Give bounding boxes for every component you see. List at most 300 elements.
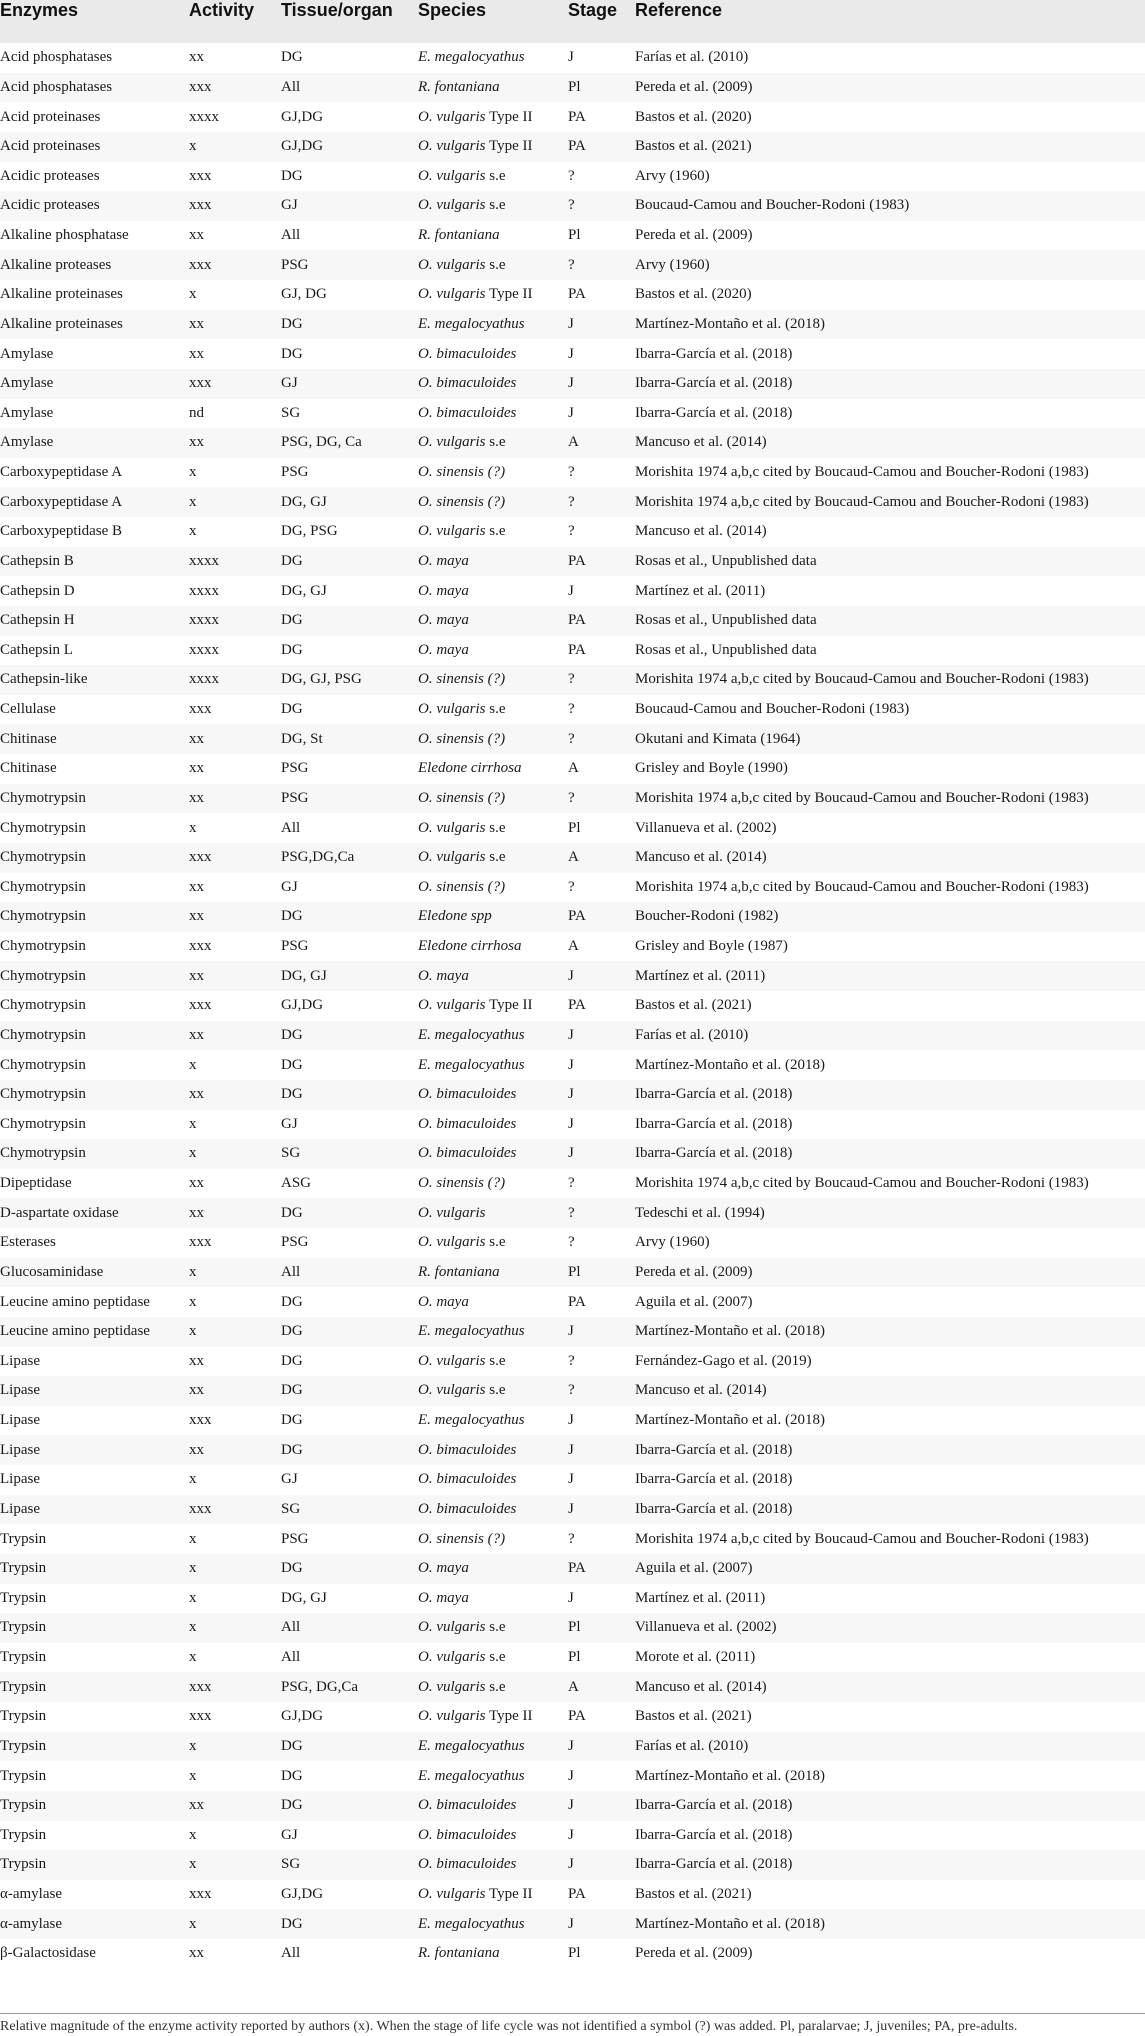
activity-cell: xxx xyxy=(189,197,212,214)
species-name: R. fontaniana xyxy=(418,1945,500,1962)
stage-cell: PA xyxy=(568,1708,586,1725)
species-name: O. sinensis (?) xyxy=(418,464,506,481)
species-name: O. bimaculoides xyxy=(418,1086,517,1103)
tissue-cell: PSG xyxy=(281,256,309,273)
reference-cell: Okutani and Kimata (1964) xyxy=(635,730,801,747)
reference-cell: Aguila et al. (2007) xyxy=(635,1293,753,1310)
species-cell xyxy=(418,1050,568,1080)
table-header xyxy=(0,0,1145,43)
activity-cell: x xyxy=(189,464,197,481)
species-name: R. fontaniana xyxy=(418,78,500,95)
species-cell xyxy=(418,369,568,399)
stage-cell: ? xyxy=(568,493,575,510)
table-row xyxy=(0,636,1145,666)
table-row xyxy=(0,1524,1145,1554)
activity-cell: xxx xyxy=(189,1412,212,1429)
species-name: O. vulgaris xyxy=(418,1234,486,1251)
species-qualifier: Type II xyxy=(485,997,533,1014)
species-cell xyxy=(418,191,568,221)
activity-cell: x xyxy=(189,1056,197,1073)
table-row xyxy=(0,191,1145,221)
activity-cell: xx xyxy=(189,315,204,332)
table-row xyxy=(0,932,1145,962)
tissue-cell: PSG xyxy=(281,1530,309,1547)
table-row xyxy=(0,1495,1145,1525)
activity-cell: xxxx xyxy=(189,552,219,569)
enzyme-cell: Trypsin xyxy=(0,1530,47,1547)
header-tissue-organ: Tissue/organ xyxy=(281,0,393,20)
species-qualifier: s.e xyxy=(485,849,506,866)
tissue-cell: DG xyxy=(281,1560,303,1577)
enzyme-cell: Lipase xyxy=(0,1382,40,1399)
enzyme-cell: Acid phosphatases xyxy=(0,78,113,95)
species-name: O. vulgaris xyxy=(418,997,486,1014)
activity-cell: xx xyxy=(189,1026,204,1043)
species-cell xyxy=(418,102,568,132)
enzyme-cell: Chymotrypsin xyxy=(0,1056,86,1073)
activity-cell: x xyxy=(189,523,197,540)
stage-cell: PA xyxy=(568,1886,586,1903)
reference-cell: Pereda et al. (2009) xyxy=(635,78,753,95)
species-name: O. vulgaris xyxy=(418,701,486,718)
table-row xyxy=(0,73,1145,103)
species-qualifier: s.e xyxy=(485,523,506,540)
species-cell xyxy=(418,665,568,695)
tissue-cell: DG xyxy=(281,1915,303,1932)
table-row xyxy=(0,606,1145,636)
stage-cell: Pl xyxy=(568,78,581,95)
species-cell xyxy=(418,784,568,814)
stage-cell: J xyxy=(568,1115,574,1132)
header-row xyxy=(0,0,1145,43)
stage-cell: J xyxy=(568,1767,574,1784)
species-cell xyxy=(418,250,568,280)
activity-cell: x xyxy=(189,1649,197,1666)
tissue-cell: All xyxy=(281,819,301,836)
activity-cell: xxx xyxy=(189,701,212,718)
species-name: E. megalocyathus xyxy=(418,1737,525,1754)
table-row xyxy=(0,1139,1145,1169)
species-cell xyxy=(418,1287,568,1317)
enzyme-cell: Esterases xyxy=(0,1234,56,1251)
enzyme-cell: Chymotrypsin xyxy=(0,908,86,925)
enzyme-cell: Trypsin xyxy=(0,1708,47,1725)
species-cell xyxy=(418,1228,568,1258)
species-qualifier: Type II xyxy=(485,138,533,155)
table-row xyxy=(0,1850,1145,1880)
reference-cell: Ibarra-García et al. (2018) xyxy=(635,1856,793,1873)
table-row xyxy=(0,428,1145,458)
activity-cell: xx xyxy=(189,1204,204,1221)
species-name: O. bimaculoides xyxy=(418,1471,517,1488)
species-name: O. sinensis (?) xyxy=(418,1175,506,1192)
enzyme-cell: Cathepsin B xyxy=(0,552,74,569)
activity-cell: x xyxy=(189,1263,197,1280)
activity-cell: xx xyxy=(189,227,204,244)
species-cell xyxy=(418,1198,568,1228)
reference-cell: Arvy (1960) xyxy=(635,1234,710,1251)
tissue-cell: DG xyxy=(281,1382,303,1399)
reference-cell: Ibarra-García et al. (2018) xyxy=(635,1145,793,1162)
tissue-cell: GJ,DG xyxy=(281,138,324,155)
table-row xyxy=(0,1406,1145,1436)
reference-cell: Morishita 1974 a,b,c cited by Boucaud-Camou and Boucher-Rodoni (1983) xyxy=(635,1175,1089,1192)
species-cell xyxy=(418,1435,568,1465)
tissue-cell: PSG xyxy=(281,789,309,806)
species-cell xyxy=(418,1613,568,1643)
species-name: E. megalocyathus xyxy=(418,49,525,66)
reference-cell: Bastos et al. (2021) xyxy=(635,1886,752,1903)
species-cell xyxy=(418,902,568,932)
reference-cell: Rosas et al., Unpublished data xyxy=(635,552,817,569)
species-cell xyxy=(418,1139,568,1169)
enzyme-cell: Alkaline phosphatase xyxy=(0,227,129,244)
tissue-cell: DG xyxy=(281,701,303,718)
tissue-cell: ASG xyxy=(281,1175,312,1192)
activity-cell: xx xyxy=(189,878,204,895)
stage-cell: PA xyxy=(568,612,586,629)
stage-cell: PA xyxy=(568,1293,586,1310)
tissue-cell: PSG xyxy=(281,1234,309,1251)
activity-cell: xx xyxy=(189,908,204,925)
tissue-cell: All xyxy=(281,1263,301,1280)
activity-cell: xxx xyxy=(189,849,212,866)
reference-cell: Villanueva et al. (2002) xyxy=(635,1619,777,1636)
tissue-cell: PSG, DG,Ca xyxy=(281,1678,359,1695)
species-qualifier: Type II xyxy=(485,286,533,303)
species-qualifier: s.e xyxy=(485,167,506,184)
species-cell xyxy=(418,399,568,429)
table-row xyxy=(0,991,1145,1021)
stage-cell: A xyxy=(568,1678,579,1695)
reference-cell: Martínez-Montaño et al. (2018) xyxy=(635,1915,825,1932)
stage-cell: ? xyxy=(568,730,575,747)
activity-cell: x xyxy=(189,138,197,155)
header-activity: Activity xyxy=(189,0,255,20)
header-species: Species xyxy=(418,0,487,20)
reference-cell: Mancuso et al. (2014) xyxy=(635,849,767,866)
species-name: O. maya xyxy=(418,641,469,658)
stage-cell: Pl xyxy=(568,819,581,836)
species-cell xyxy=(418,961,568,991)
tissue-cell: DG, GJ xyxy=(281,967,327,984)
reference-cell: Villanueva et al. (2002) xyxy=(635,819,777,836)
reference-cell: Rosas et al., Unpublished data xyxy=(635,612,817,629)
species-cell xyxy=(418,1317,568,1347)
activity-cell: xxx xyxy=(189,256,212,273)
species-name: O. sinensis (?) xyxy=(418,878,506,895)
stage-cell: Pl xyxy=(568,1945,581,1962)
tissue-cell: DG xyxy=(281,1056,303,1073)
species-name: O. maya xyxy=(418,1560,469,1577)
species-name: O. bimaculoides xyxy=(418,1145,517,1162)
table-row xyxy=(0,1317,1145,1347)
stage-cell: J xyxy=(568,404,574,421)
tissue-cell: PSG xyxy=(281,938,309,955)
tissue-cell: All xyxy=(281,1649,301,1666)
stage-cell: ? xyxy=(568,1234,575,1251)
reference-cell: Ibarra-García et al. (2018) xyxy=(635,1471,793,1488)
reference-cell: Ibarra-García et al. (2018) xyxy=(635,404,793,421)
species-name: O. maya xyxy=(418,1293,469,1310)
species-qualifier: s.e xyxy=(485,701,506,718)
activity-cell: x xyxy=(189,286,197,303)
species-name: O. bimaculoides xyxy=(418,1115,517,1132)
reference-cell: Farías et al. (2010) xyxy=(635,1737,749,1754)
species-cell xyxy=(418,1258,568,1288)
species-name: O. maya xyxy=(418,552,469,569)
species-cell xyxy=(418,1821,568,1851)
tissue-cell: GJ xyxy=(281,878,298,895)
tissue-cell: SG xyxy=(281,1500,301,1517)
activity-cell: xx xyxy=(189,967,204,984)
species-name: O. vulgaris xyxy=(418,286,486,303)
table-row xyxy=(0,280,1145,310)
enzyme-cell: Alkaline proteinases xyxy=(0,315,123,332)
stage-cell: J xyxy=(568,1412,574,1429)
activity-cell: x xyxy=(189,1323,197,1340)
species-name: O. vulgaris xyxy=(418,197,486,214)
tissue-cell: GJ xyxy=(281,375,298,392)
reference-cell: Mancuso et al. (2014) xyxy=(635,523,767,540)
enzyme-cell: Amylase xyxy=(0,345,54,362)
table-row xyxy=(0,843,1145,873)
activity-cell: x xyxy=(189,1145,197,1162)
species-cell xyxy=(418,1495,568,1525)
activity-cell: xx xyxy=(189,434,204,451)
species-qualifier: s.e xyxy=(485,1234,506,1251)
enzyme-cell: Carboxypeptidase B xyxy=(0,523,123,540)
stage-cell: J xyxy=(568,1086,574,1103)
activity-cell: xxx xyxy=(189,375,212,392)
activity-cell: xxxx xyxy=(189,671,219,688)
reference-cell: Ibarra-García et al. (2018) xyxy=(635,1086,793,1103)
stage-cell: J xyxy=(568,1441,574,1458)
species-qualifier: Type II xyxy=(485,1886,533,1903)
enzyme-cell: Carboxypeptidase A xyxy=(0,493,123,510)
tissue-cell: GJ,DG xyxy=(281,1708,324,1725)
stage-cell: J xyxy=(568,1856,574,1873)
activity-cell: x xyxy=(189,1856,197,1873)
reference-cell: Ibarra-García et al. (2018) xyxy=(635,375,793,392)
stage-cell: Pl xyxy=(568,1649,581,1666)
enzyme-cell: Amylase xyxy=(0,375,54,392)
species-name: O. sinensis (?) xyxy=(418,671,506,688)
activity-cell: xxx xyxy=(189,1500,212,1517)
activity-cell: xx xyxy=(189,1086,204,1103)
table-row xyxy=(0,487,1145,517)
stage-cell: Pl xyxy=(568,1263,581,1280)
species-cell xyxy=(418,1909,568,1939)
activity-cell: xx xyxy=(189,730,204,747)
species-cell xyxy=(418,458,568,488)
stage-cell: Pl xyxy=(568,1619,581,1636)
species-cell xyxy=(418,1110,568,1140)
species-cell xyxy=(418,813,568,843)
stage-cell: J xyxy=(568,1797,574,1814)
reference-cell: Martínez et al. (2011) xyxy=(635,1589,766,1606)
activity-cell: xx xyxy=(189,1945,204,1962)
tissue-cell: SG xyxy=(281,1145,301,1162)
stage-cell: PA xyxy=(568,641,586,658)
reference-cell: Arvy (1960) xyxy=(635,167,710,184)
stage-cell: ? xyxy=(568,1382,575,1399)
stage-cell: ? xyxy=(568,1175,575,1192)
footnote-divider xyxy=(0,2013,1145,2014)
species-name: E. megalocyathus xyxy=(418,1412,525,1429)
activity-cell: xx xyxy=(189,760,204,777)
species-qualifier: Type II xyxy=(485,108,533,125)
table-row xyxy=(0,43,1145,73)
enzyme-cell: Trypsin xyxy=(0,1737,47,1754)
species-cell xyxy=(418,1465,568,1495)
species-name: O. vulgaris xyxy=(418,1886,486,1903)
tissue-cell: PSG,DG,Ca xyxy=(281,849,355,866)
species-name: E. megalocyathus xyxy=(418,1915,525,1932)
stage-cell: A xyxy=(568,434,579,451)
table-row xyxy=(0,250,1145,280)
species-cell xyxy=(418,1524,568,1554)
table-row xyxy=(0,1258,1145,1288)
reference-cell: Ibarra-García et al. (2018) xyxy=(635,345,793,362)
stage-cell: PA xyxy=(568,552,586,569)
enzyme-cell: Acid proteinases xyxy=(0,108,101,125)
enzyme-cell: α-amylase xyxy=(0,1915,62,1932)
enzyme-cell: Trypsin xyxy=(0,1856,47,1873)
stage-cell: J xyxy=(568,345,574,362)
species-cell xyxy=(418,487,568,517)
species-name: O. maya xyxy=(418,612,469,629)
table-row xyxy=(0,369,1145,399)
tissue-cell: DG xyxy=(281,49,303,66)
enzyme-cell: Chymotrypsin xyxy=(0,1145,86,1162)
tissue-cell: GJ xyxy=(281,1471,298,1488)
activity-cell: xx xyxy=(189,789,204,806)
activity-cell: xxxx xyxy=(189,612,219,629)
species-cell xyxy=(418,932,568,962)
table-row xyxy=(0,1909,1145,1939)
enzyme-cell: Chymotrypsin xyxy=(0,878,86,895)
tissue-cell: All xyxy=(281,227,301,244)
enzyme-cell: Amylase xyxy=(0,404,54,421)
tissue-cell: GJ xyxy=(281,1826,298,1843)
tissue-cell: GJ,DG xyxy=(281,108,324,125)
reference-cell: Morishita 1974 a,b,c cited by Boucaud-Camou and Boucher-Rodoni (1983) xyxy=(635,1530,1089,1547)
reference-cell: Bastos et al. (2021) xyxy=(635,138,752,155)
table-row xyxy=(0,724,1145,754)
enzyme-cell: Chymotrypsin xyxy=(0,849,86,866)
stage-cell: PA xyxy=(568,138,586,155)
enzyme-cell: Chymotrypsin xyxy=(0,938,86,955)
species-name: O. vulgaris xyxy=(418,819,486,836)
species-cell xyxy=(418,576,568,606)
tissue-cell: DG xyxy=(281,908,303,925)
tissue-cell: GJ, DG xyxy=(281,286,327,303)
tissue-cell: DG xyxy=(281,1767,303,1784)
reference-cell: Mancuso et al. (2014) xyxy=(635,434,767,451)
species-qualifier: s.e xyxy=(485,434,506,451)
tissue-cell: DG xyxy=(281,1797,303,1814)
activity-cell: x xyxy=(189,493,197,510)
species-name: O. bimaculoides xyxy=(418,1441,517,1458)
tissue-cell: DG, GJ xyxy=(281,582,327,599)
species-cell xyxy=(418,1584,568,1614)
reference-cell: Boucaud-Camou and Boucher-Rodoni (1983) xyxy=(635,197,910,214)
reference-cell: Grisley and Boyle (1990) xyxy=(635,760,788,777)
enzyme-cell: Cathepsin-like xyxy=(0,671,88,688)
enzyme-cell: Carboxypeptidase A xyxy=(0,464,123,481)
table-row xyxy=(0,1554,1145,1584)
enzyme-cell: Acid phosphatases xyxy=(0,49,113,66)
stage-cell: ? xyxy=(568,878,575,895)
tissue-cell: DG xyxy=(281,1293,303,1310)
species-cell xyxy=(418,132,568,162)
activity-cell: x xyxy=(189,1826,197,1843)
reference-cell: Pereda et al. (2009) xyxy=(635,1263,753,1280)
reference-cell: Morishita 1974 a,b,c cited by Boucaud-Camou and Boucher-Rodoni (1983) xyxy=(635,671,1089,688)
enzyme-cell: Chymotrypsin xyxy=(0,967,86,984)
species-cell xyxy=(418,636,568,666)
tissue-cell: DG xyxy=(281,1737,303,1754)
header-enzymes: Enzymes xyxy=(0,0,79,20)
enzyme-cell: Alkaline proteinases xyxy=(0,286,123,303)
species-name: O. vulgaris xyxy=(418,1204,486,1221)
activity-cell: xx xyxy=(189,1441,204,1458)
activity-cell: x xyxy=(189,1115,197,1132)
species-name: E. megalocyathus xyxy=(418,1026,525,1043)
species-name: O. maya xyxy=(418,967,469,984)
activity-cell: xx xyxy=(189,1797,204,1814)
species-qualifier: s.e xyxy=(485,1382,506,1399)
reference-cell: Bastos et al. (2021) xyxy=(635,1708,752,1725)
reference-cell: Bastos et al. (2020) xyxy=(635,108,752,125)
tissue-cell: SG xyxy=(281,404,301,421)
tissue-cell: DG xyxy=(281,1026,303,1043)
activity-cell: x xyxy=(189,1737,197,1754)
tissue-cell: GJ,DG xyxy=(281,1886,324,1903)
stage-cell: PA xyxy=(568,997,586,1014)
stage-cell: J xyxy=(568,49,574,66)
table-row xyxy=(0,1880,1145,1910)
activity-cell: xx xyxy=(189,345,204,362)
species-name: O. bimaculoides xyxy=(418,1500,517,1517)
table-row xyxy=(0,1672,1145,1702)
header-reference: Reference xyxy=(635,0,723,20)
reference-cell: Arvy (1960) xyxy=(635,256,710,273)
enzyme-cell: Lipase xyxy=(0,1412,40,1429)
table-row xyxy=(0,1761,1145,1791)
species-cell xyxy=(418,1761,568,1791)
table-row xyxy=(0,1613,1145,1643)
tissue-cell: DG xyxy=(281,315,303,332)
species-name: R. fontaniana xyxy=(418,1263,500,1280)
species-name: O. vulgaris xyxy=(418,434,486,451)
table-row xyxy=(0,547,1145,577)
activity-cell: xxx xyxy=(189,997,212,1014)
stage-cell: A xyxy=(568,849,579,866)
species-cell xyxy=(418,724,568,754)
enzyme-cell: Trypsin xyxy=(0,1589,47,1606)
tissue-cell: PSG xyxy=(281,464,309,481)
table-row xyxy=(0,1435,1145,1465)
stage-cell: J xyxy=(568,582,574,599)
tissue-cell: DG xyxy=(281,612,303,629)
activity-cell: x xyxy=(189,1471,197,1488)
activity-cell: xx xyxy=(189,1352,204,1369)
activity-cell: x xyxy=(189,1767,197,1784)
activity-cell: x xyxy=(189,1560,197,1577)
table-row xyxy=(0,1702,1145,1732)
